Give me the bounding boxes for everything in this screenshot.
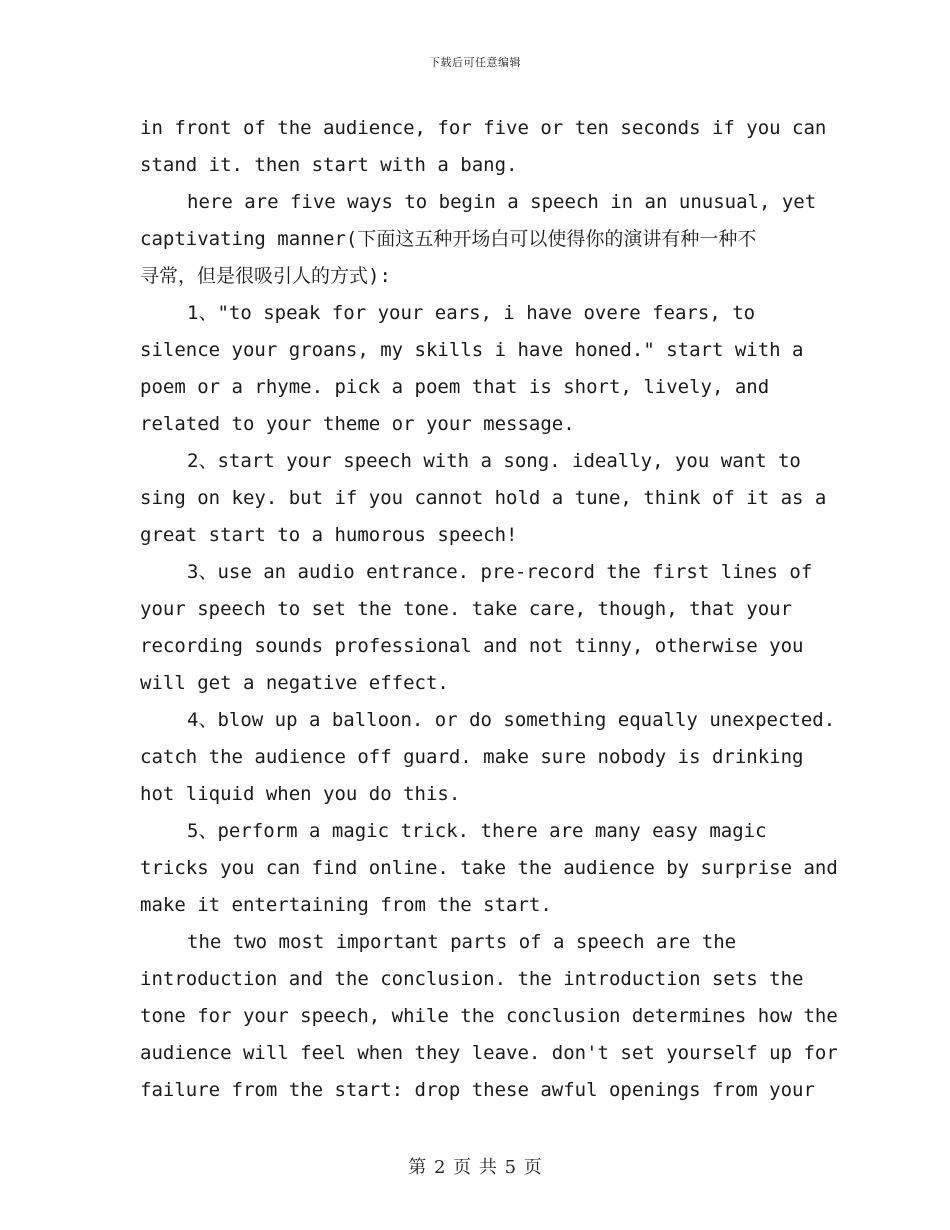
text-line: make it entertaining from the start. — [140, 894, 552, 916]
text-line: your speech to set the tone. take care, though, that your — [140, 598, 793, 620]
text-line: catch the audience off guard. make sure nobody is drinking — [140, 746, 804, 768]
page-header: 下载后可任意编辑 — [429, 56, 521, 69]
text-line: poem or a rhyme. pick a poem that is short, lively, and — [140, 376, 770, 398]
text-line: failure from the start: drop these awful openings from your — [140, 1079, 815, 1101]
text-line: the two most important parts of a speech are the — [187, 931, 737, 953]
paragraph — [140, 702, 836, 813]
text-line: stand it. then start with a bang. — [140, 154, 518, 176]
text-line: captivating manner(下面这五种开场白可以使得你的演讲有种一种不 — [140, 228, 757, 250]
paragraph — [140, 443, 827, 554]
text-line: 1、"to speak for your ears, i have overe fears, to — [187, 302, 756, 324]
text-line: hot liquid when you do this. — [140, 783, 461, 805]
paragraph — [140, 924, 838, 1109]
text-line: 5、perform a magic trick. there are many easy magic — [187, 820, 767, 842]
text-line: audience will feel when they leave. don't set yourself up for — [140, 1042, 838, 1064]
text-line: in front of the audience, for five or ten seconds if you can — [140, 117, 827, 139]
text-line: recording sounds professional and not tinny, otherwise you — [140, 635, 804, 657]
paragraph — [140, 554, 820, 702]
text-line: 2、start your speech with a song. ideally, you want to — [187, 450, 801, 472]
text-line: silence your groans, my skills i have honed." start with a — [140, 339, 804, 361]
text-line: will get a negative effect. — [140, 672, 449, 694]
text-line: 寻常，但是很吸引人的方式): — [140, 265, 391, 287]
text-line: related to your theme or your message. — [140, 413, 575, 435]
paragraph — [140, 813, 838, 924]
text-line: here are five ways to begin a speech in an unusual, yet — [187, 191, 817, 213]
page-number-footer: 第 2 页 共 5 页 — [408, 1157, 542, 1178]
document-body — [140, 110, 838, 1109]
text-line: tone for your speech, while the conclusion determines how the — [140, 1005, 838, 1027]
text-line: tricks you can find online. take the audience by surprise and — [140, 857, 838, 879]
text-line: great start to a humorous speech! — [140, 524, 518, 546]
paragraph — [140, 110, 827, 184]
paragraph — [140, 184, 820, 295]
text-line: 4、blow up a balloon. or do something equally unexpected. — [187, 709, 836, 731]
text-line: sing on key. but if you cannot hold a tune, think of it as a — [140, 487, 827, 509]
paragraph — [140, 295, 820, 443]
text-line: introduction and the conclusion. the introduction sets the — [140, 968, 804, 990]
text-line: 3、use an audio entrance. pre-record the first lines of — [187, 561, 813, 583]
